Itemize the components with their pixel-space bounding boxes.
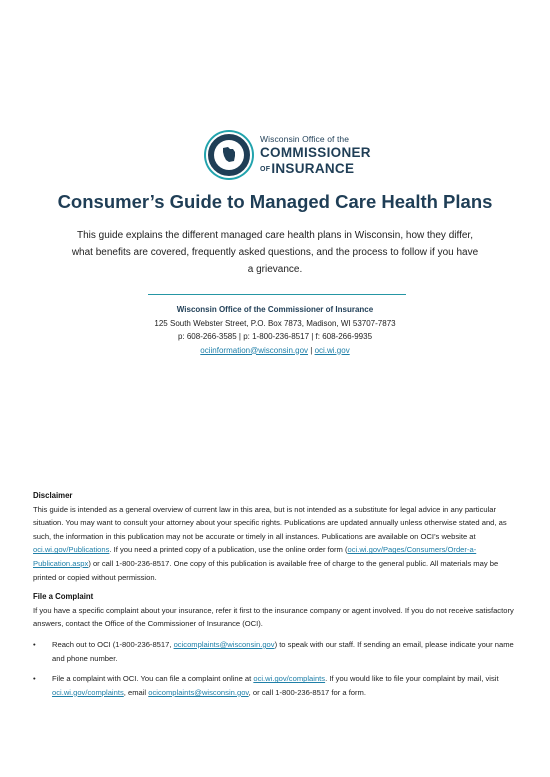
contact-phones: p: 608-266-3585 | p: 1-800-236-8517 | f: 608-266-9935 [177,332,373,341]
page-title: Consumer’s Guide to Managed Care Health Plans [57,191,493,212]
order-publication-link[interactable]: oci.wi.gov/Pages/Consumers/Order-a-Publication.aspx [33,545,477,568]
wisconsin-seal-icon [206,132,252,178]
complaint-list [33,638,520,699]
disclaimer-heading: Disclaimer [33,491,73,500]
complaint-paragraph: If you have a specific complaint about your insurance, refer it first to the insurance company or agent involved. If you do not receive satisfactory answers, contact the Office of the Commissioner of Insurance (OCI). [33,605,514,629]
contact-block [0,303,550,357]
complaints-email-link[interactable]: ocicomplaints@wisconsin.gov [173,639,275,649]
logo-line-3: INSURANCE [271,160,355,176]
publications-link[interactable]: oci.wi.gov/Publications [33,545,110,555]
contact-address: 125 South Webster Street, P.O. Box 7873, Madison, WI 53707-7873 [154,318,396,328]
body-text [33,489,520,699]
email-link[interactable]: ociinformation@wisconsin.gov [200,345,309,355]
contact-org: Wisconsin Office of the Commissioner of Insurance [176,305,374,314]
link-separator: | [308,345,315,355]
complaint-heading: File a Complaint [33,592,94,602]
list-item: • File a complaint with OCI. You can file a complaint online at oci.wi.gov/complaints. If you would like to file your complaint by mail, visit oci.wi.gov/complaints, email ocicomplaints@wisconsin.gov, or call 1-800-236-8517 for a form. [33,672,520,699]
website-link[interactable]: oci.wi.gov [314,345,350,355]
logo-line-1: Wisconsin Office of the [260,133,350,144]
oci-logo [206,132,371,178]
logo-of: OF [260,165,271,173]
logo-line-2: COMMISSIONER [260,145,371,161]
list-item: • Reach out to OCI (1-800-236-8517, ocicomplaints@wisconsin.gov) to speak with our staff. If sending an email, please indicate your name and phone number. [33,638,520,665]
complaints-mail-link[interactable]: oci.wi.gov/complaints [52,687,124,697]
intro-paragraph: This guide explains the different managed care health plans in Wisconsin, how they differ, what benefits are covered, frequently asked questions, and the process to follow if you have a grievance. [71,230,479,275]
divider [148,294,406,295]
complaints-online-link[interactable]: oci.wi.gov/complaints [253,674,326,684]
disclaimer-paragraph: This guide is intended as a general overview of current law in this area, but is not intended as a substitute for legal advice in any particular situation. You may want to consult your attorney about your specific rights. Publications are updated annually unless otherwise stated and, as such, the information in this publication may not be accurate or timely in all instances. Publications are available on OCI’s website at oci.wi.gov/Publications. If you need a printed copy of a publication, use the online order form (oci.wi.gov/Pages/Consumers/Order-a-Publication.aspx) or call 1-800-236-8517. One copy of this publication is available free of charge to the general public. All materials may be printed or copied without permission. [33,504,507,582]
complaints-email-link-2[interactable]: ocicomplaints@wisconsin.gov [148,687,249,697]
